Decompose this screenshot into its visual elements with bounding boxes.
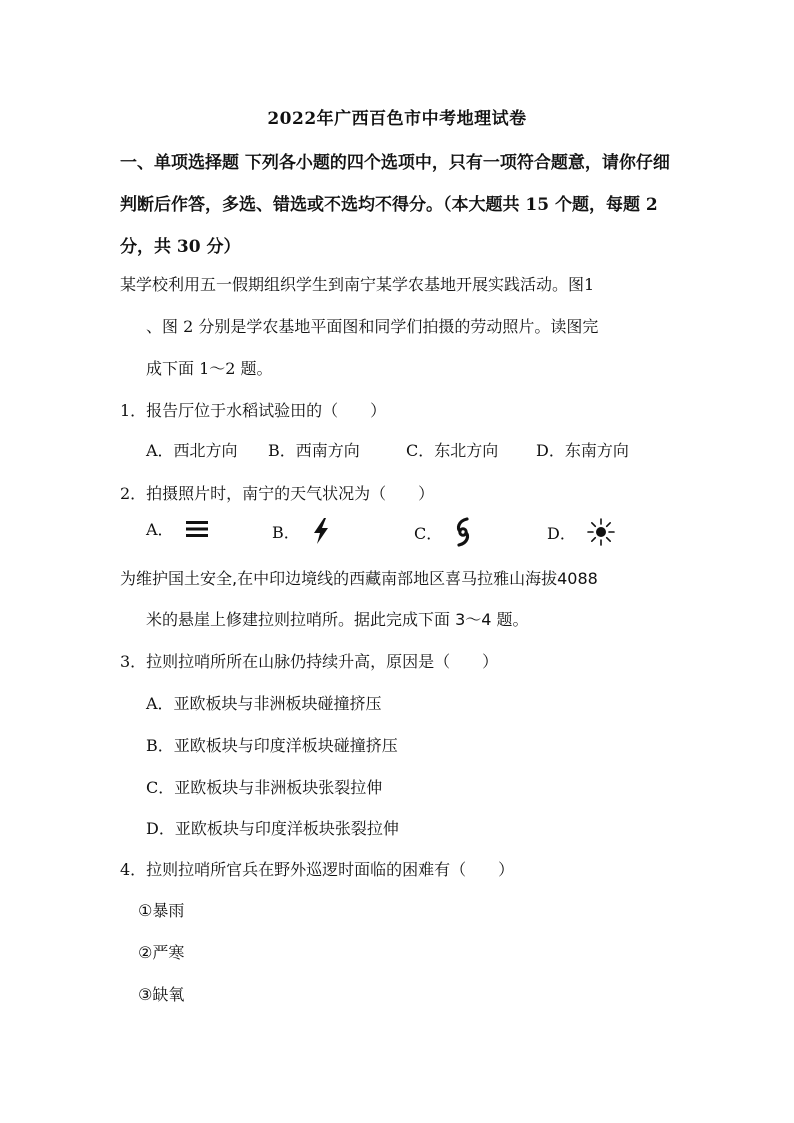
question-4-item-3: ③缺氧 [138,985,185,1004]
typhoon-icon [452,517,474,547]
intro-2-line-2: 米的悬崖上修建拉则拉哨所。据此完成下面 3～4 题。 [146,610,529,629]
question-1-option-b[interactable]: B．西南方向 [268,441,360,460]
question-3-option-d[interactable]: D．亚欧板块与印度洋板块张裂拉伸 [146,819,399,838]
intro-1-line-1: 某学校利用五一假期组织学生到南宁某学农基地开展实践活动。图1 [120,275,595,294]
question-2-option-c[interactable] [414,517,474,547]
question-4-item-2: ②严寒 [138,943,185,962]
page-title: 2022年广西百色市中考地理试卷 [267,109,527,129]
question-4-item-1: ①暴雨 [138,901,185,920]
intro-1-line-3: 成下面 1～2 题。 [146,359,273,378]
intro-1-line-2: 、图 2 分别是学农基地平面图和同学们拍摄的劳动照片。读图完 [146,317,599,336]
question-3-stem: 3．拉则拉哨所所在山脉仍持续升高，原因是（ ） [120,652,499,671]
question-2-stem: 2．拍摄照片时，南宁的天气状况为（ ） [120,484,435,503]
question-3-option-b[interactable]: B．亚欧板块与印度洋板块碰撞挤压 [146,736,398,755]
question-3-option-c[interactable]: C．亚欧板块与非洲板块张裂拉伸 [146,778,383,797]
question-3-option-a[interactable]: A．亚欧板块与非洲板块碰撞挤压 [146,694,382,713]
question-2-option-b[interactable] [272,517,332,545]
section-heading: 一、单项选择题 下列各小题的四个选项中，只有一项符合题意，请你仔细判断后作答，多选、错选或不选均不得分。（本大题共 15 个题，每题 2 分，共 30 分） [120,153,670,257]
question-1-option-c[interactable]: C．东北方向 [406,441,499,460]
fog-icon [184,518,210,540]
sunny-icon [586,517,616,547]
question-2-option-c-label: C． [414,523,443,543]
question-2-option-a[interactable] [146,517,210,540]
question-2-option-b-label: B． [272,522,300,542]
question-2-option-d-label: D． [547,523,576,543]
question-1-option-a[interactable]: A．西北方向 [146,441,238,460]
question-1-option-d[interactable]: D．东南方向 [536,441,629,460]
question-1-options [146,438,629,461]
intro-2-line-1: 为维护国土安全,在中印边境线的西藏南部地区喜马拉雅山海拔4088 [120,569,598,588]
lightning-icon [310,517,332,545]
question-2-option-d[interactable] [547,517,616,547]
question-1-stem: 1．报告厅位于水稻试验田的（ ） [120,401,387,420]
question-2-option-a-label: A． [146,520,174,539]
question-4-stem: 4．拉则拉哨所官兵在野外巡逻时面临的困难有（ ） [120,860,515,879]
